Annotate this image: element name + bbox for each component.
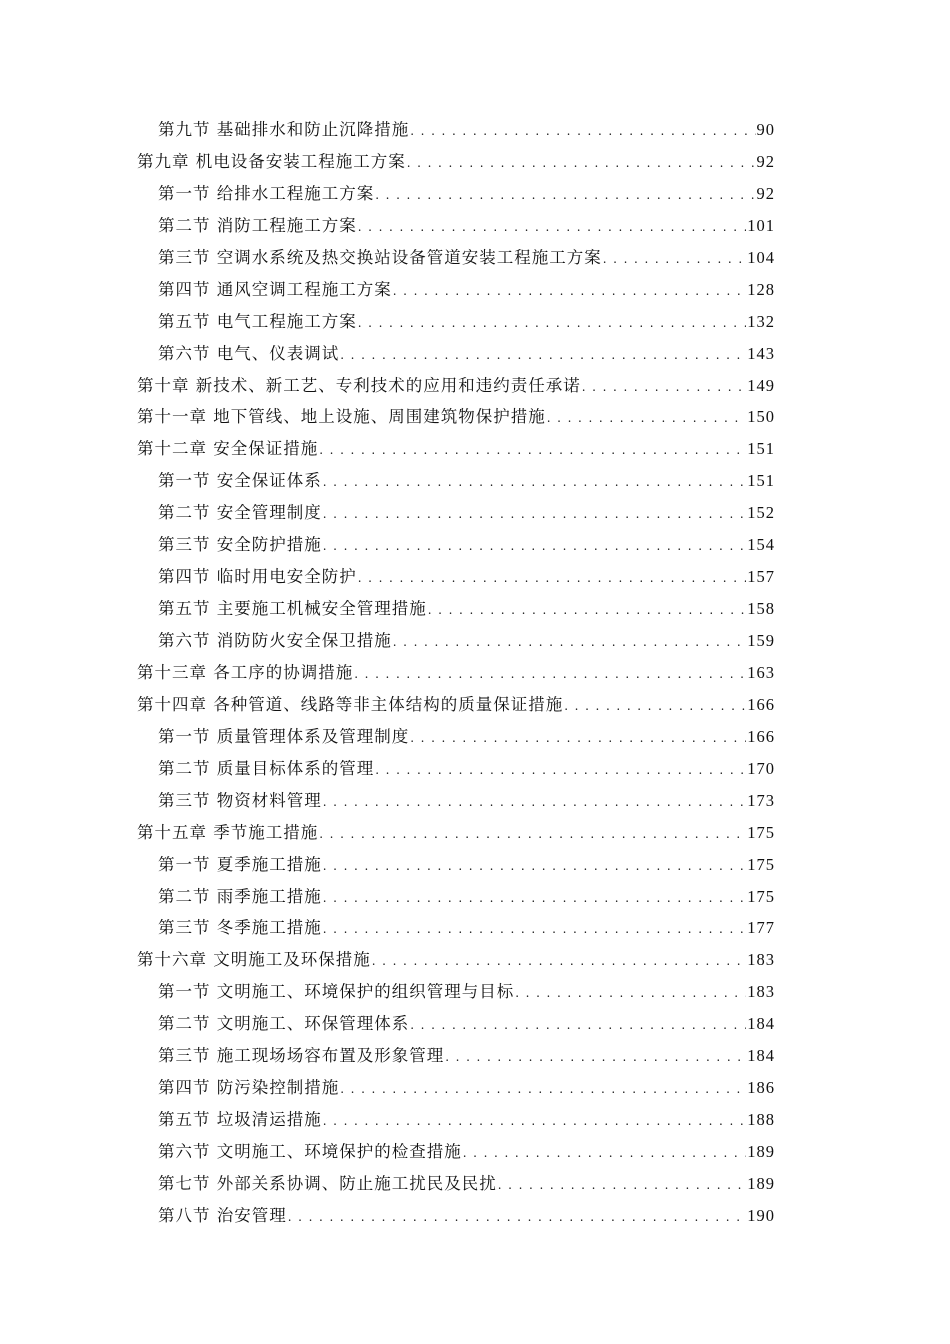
toc-dot-leader <box>323 855 747 874</box>
toc-page-number: 166 <box>747 694 775 714</box>
toc-dot-leader <box>340 344 746 363</box>
toc-dot-leader <box>375 184 755 203</box>
toc-entry-title: 第三节 物资材料管理 <box>158 790 322 810</box>
toc-dot-leader <box>410 1014 746 1033</box>
toc-section-entry[interactable] <box>137 883 775 915</box>
toc-chapter-entry[interactable] <box>137 946 775 978</box>
toc-dot-leader <box>323 471 747 490</box>
toc-entry-title: 第十三章 各工序的协调措施 <box>137 662 354 682</box>
toc-dot-leader <box>323 918 747 937</box>
toc-dot-leader <box>547 407 747 426</box>
toc-section-entry[interactable] <box>137 116 775 148</box>
toc-dot-leader <box>603 248 747 267</box>
toc-entry-title: 第三节 安全防护措施 <box>158 535 322 555</box>
toc-dot-leader <box>319 823 746 842</box>
toc-page-number: 163 <box>747 662 775 682</box>
toc-page-number: 170 <box>747 758 775 778</box>
toc-section-entry[interactable] <box>137 627 775 659</box>
toc-section-entry[interactable] <box>137 1042 775 1074</box>
toc-page-number: 184 <box>747 1046 775 1066</box>
toc-page-number: 92 <box>756 183 775 203</box>
toc-entry-title: 第十二章 安全保证措施 <box>137 439 319 459</box>
toc-entry-title: 第二节 雨季施工措施 <box>158 886 322 906</box>
toc-entry-title: 第二节 文明施工、环保管理体系 <box>158 1014 410 1034</box>
toc-section-entry[interactable] <box>137 467 775 499</box>
toc-chapter-entry[interactable] <box>137 819 775 851</box>
toc-entry-title: 第十五章 季节施工措施 <box>137 822 319 842</box>
toc-page-number: 158 <box>747 599 775 619</box>
toc-section-entry[interactable] <box>137 978 775 1010</box>
toc-dot-leader <box>288 1206 747 1225</box>
toc-entry-title: 第七节 外部关系协调、防止施工扰民及民扰 <box>158 1173 497 1193</box>
toc-entry-title: 第十章 新技术、新工艺、专利技术的应用和违约责任承诺 <box>137 375 581 395</box>
toc-page-number: 101 <box>747 215 775 235</box>
toc-entry-title: 第二节 质量目标体系的管理 <box>158 758 375 778</box>
toc-dot-leader <box>358 216 747 235</box>
toc-dot-leader <box>393 631 747 650</box>
toc-page-number: 175 <box>747 854 775 874</box>
toc-section-entry[interactable] <box>137 244 775 276</box>
toc-page-number: 128 <box>747 279 775 299</box>
toc-dot-leader <box>463 1142 747 1161</box>
toc-page-number: 188 <box>747 1110 775 1130</box>
toc-dot-leader <box>515 982 746 1001</box>
toc-entry-title: 第十四章 各种管道、线路等非主体结构的质量保证措施 <box>137 694 564 714</box>
toc-dot-leader <box>375 759 746 778</box>
toc-dot-leader <box>445 1046 746 1065</box>
toc-page-number: 189 <box>747 1173 775 1193</box>
toc-page-number: 173 <box>747 790 775 810</box>
toc-page-number: 186 <box>747 1078 775 1098</box>
toc-dot-leader <box>372 950 747 969</box>
toc-entry-title: 第二节 消防工程施工方案 <box>158 215 357 235</box>
toc-entry-title: 第一节 安全保证体系 <box>158 471 322 491</box>
toc-dot-leader <box>358 567 747 586</box>
toc-entry-title: 第十六章 文明施工及环保措施 <box>137 950 371 970</box>
toc-dot-leader <box>407 152 756 171</box>
toc-entry-title: 第三节 空调水系统及热交换站设备管道安装工程施工方案 <box>158 247 602 267</box>
toc-page-number: 159 <box>747 631 775 650</box>
toc-page-number: 183 <box>747 982 775 1002</box>
toc-dot-leader <box>410 120 755 139</box>
toc-dot-leader <box>358 312 747 331</box>
toc-section-entry[interactable] <box>137 723 775 755</box>
toc-section-entry[interactable] <box>137 563 775 595</box>
toc-dot-leader <box>410 727 746 746</box>
toc-dot-leader <box>340 1078 746 1097</box>
toc-page-number: 149 <box>747 375 775 395</box>
toc-entry-title: 第三节 冬季施工措施 <box>158 918 322 938</box>
toc-page-number: 184 <box>747 1014 775 1034</box>
toc-section-entry[interactable] <box>137 308 775 340</box>
toc-page-number: 151 <box>747 471 775 491</box>
toc-entry-title: 第六节 文明施工、环境保护的检查措施 <box>158 1142 462 1161</box>
toc-chapter-entry[interactable] <box>137 148 775 180</box>
toc-dot-leader <box>323 791 747 810</box>
toc-entry-title: 第三节 施工现场场容布置及形象管理 <box>158 1046 445 1066</box>
toc-page-number: 92 <box>756 151 775 171</box>
toc-section-entry[interactable] <box>137 755 775 787</box>
toc-dot-leader <box>323 887 747 906</box>
toc-dot-leader <box>564 695 746 714</box>
toc-entry-title: 第九节 基础排水和防止沉降措施 <box>158 120 410 139</box>
toc-entry-title: 第二节 安全管理制度 <box>158 503 322 523</box>
toc-entry-title: 第一节 质量管理体系及管理制度 <box>158 726 410 746</box>
toc-entry-title: 第一节 给排水工程施工方案 <box>158 183 375 203</box>
toc-section-entry[interactable] <box>137 1106 775 1138</box>
toc-entry-title: 第五节 电气工程施工方案 <box>158 311 357 331</box>
toc-chapter-entry[interactable] <box>137 372 775 404</box>
toc-section-entry[interactable] <box>137 787 775 819</box>
toc-dot-leader <box>354 663 746 682</box>
toc-dot-leader <box>319 439 746 458</box>
toc-section-entry[interactable] <box>137 1010 775 1042</box>
toc-section-entry[interactable] <box>137 1170 775 1202</box>
toc-page-number: 104 <box>747 247 775 267</box>
toc-dot-leader <box>323 1110 747 1129</box>
toc-section-entry[interactable] <box>137 531 775 563</box>
toc-section-entry[interactable] <box>137 340 775 372</box>
toc-page-number: 90 <box>756 120 775 139</box>
toc-entry-title: 第一节 文明施工、环境保护的组织管理与目标 <box>158 982 515 1002</box>
toc-dot-leader <box>498 1174 747 1193</box>
toc-page-number: 189 <box>747 1142 775 1161</box>
toc-section-entry[interactable] <box>137 914 775 946</box>
toc-section-entry[interactable] <box>137 595 775 627</box>
table-of-contents <box>137 116 775 1234</box>
toc-dot-leader <box>582 376 747 395</box>
toc-section-entry[interactable] <box>137 180 775 212</box>
toc-page-number: 132 <box>747 311 775 331</box>
toc-section-entry[interactable] <box>137 499 775 531</box>
toc-entry-title: 第四节 通风空调工程施工方案 <box>158 279 392 299</box>
toc-dot-leader <box>393 280 747 299</box>
toc-page-number: 154 <box>747 535 775 555</box>
toc-page-number: 150 <box>747 407 775 427</box>
toc-page-number: 143 <box>747 343 775 363</box>
toc-dot-leader <box>323 535 747 554</box>
toc-page-number: 152 <box>747 503 775 523</box>
toc-chapter-entry[interactable] <box>137 659 775 691</box>
toc-entry-title: 第九章 机电设备安装工程施工方案 <box>137 151 406 171</box>
toc-entry-title: 第一节 夏季施工措施 <box>158 854 322 874</box>
toc-entry-title: 第十一章 地下管线、地上设施、周围建筑物保护措施 <box>137 407 546 427</box>
toc-section-entry[interactable] <box>137 851 775 883</box>
toc-section-entry[interactable] <box>137 1074 775 1106</box>
toc-entry-title: 第五节 垃圾清运措施 <box>158 1110 322 1130</box>
toc-section-entry[interactable] <box>137 212 775 244</box>
toc-section-entry[interactable] <box>137 276 775 308</box>
toc-entry-title: 第四节 临时用电安全防护 <box>158 567 357 587</box>
toc-entry-title: 第八节 治安管理 <box>158 1205 287 1225</box>
toc-entry-title: 第四节 防污染控制措施 <box>158 1078 340 1098</box>
toc-page-number: 166 <box>747 726 775 746</box>
toc-chapter-entry[interactable] <box>137 435 775 467</box>
toc-page-number: 190 <box>747 1205 775 1225</box>
toc-entry-title: 第六节 电气、仪表调试 <box>158 343 340 363</box>
toc-dot-leader <box>323 503 747 522</box>
toc-entry-title: 第五节 主要施工机械安全管理措施 <box>158 599 427 619</box>
toc-page-number: 157 <box>747 567 775 587</box>
toc-section-entry[interactable] <box>137 1138 775 1170</box>
toc-section-entry[interactable] <box>137 1202 775 1234</box>
toc-entry-title: 第六节 消防防火安全保卫措施 <box>158 631 392 650</box>
toc-chapter-entry[interactable] <box>137 403 775 435</box>
toc-page-number: 175 <box>747 886 775 906</box>
toc-page-number: 175 <box>747 822 775 842</box>
toc-dot-leader <box>428 599 747 618</box>
toc-page-number: 177 <box>747 918 775 938</box>
toc-chapter-entry[interactable] <box>137 691 775 723</box>
toc-page-number: 151 <box>747 439 775 459</box>
toc-page-number: 183 <box>747 950 775 970</box>
